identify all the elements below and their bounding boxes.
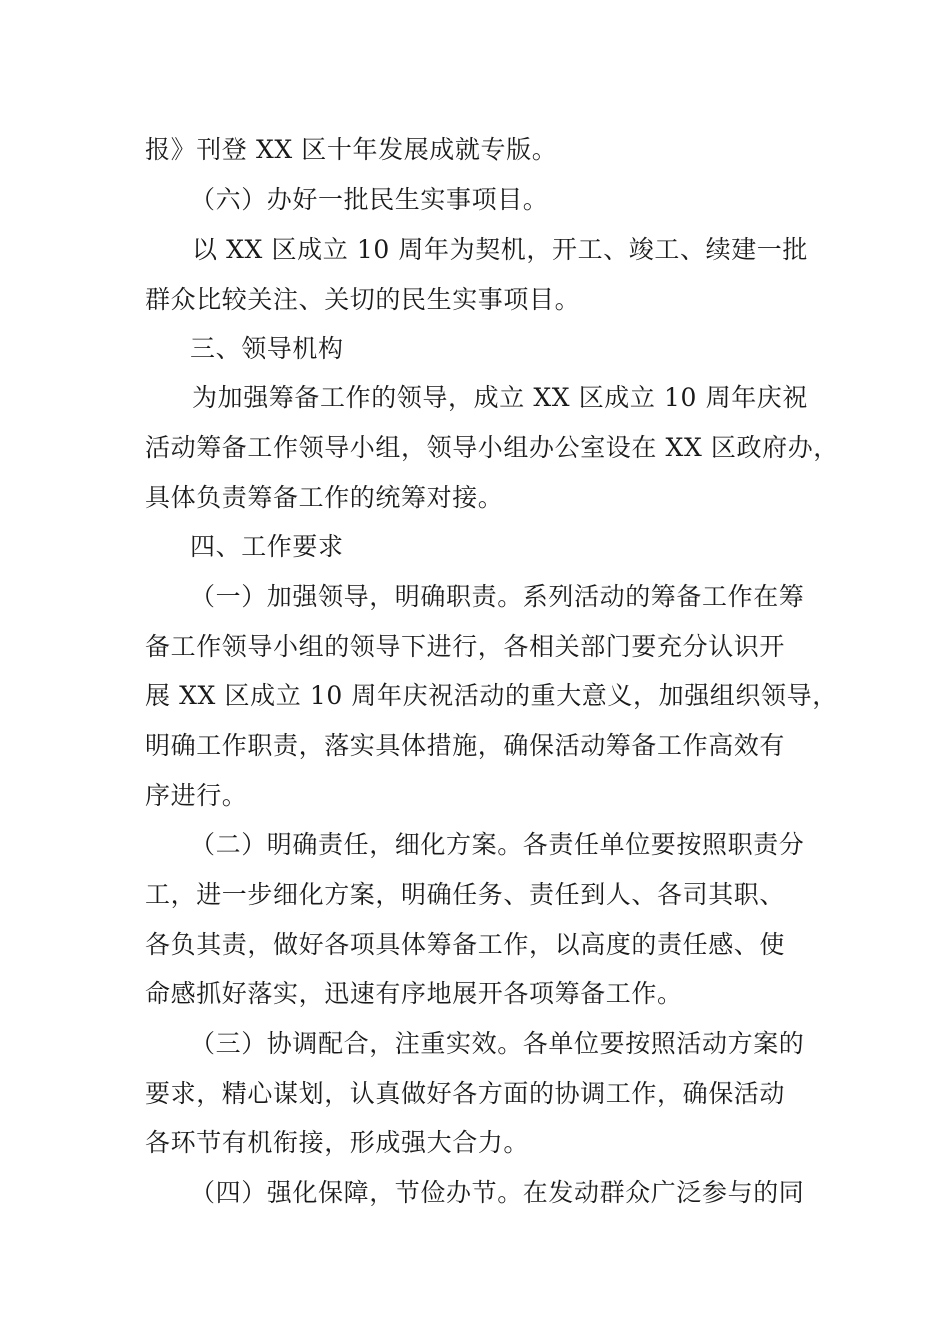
text-line-6: 为加强筹备工作的领导，成立 XX 区成立 10 周年庆祝 <box>192 383 808 412</box>
section-heading-4: 四、工作要求 <box>190 532 344 561</box>
text-line-11: 备工作领导小组的领导下进行，各相关部门要充分认识开 <box>145 632 786 661</box>
text-line-21: 各环节有机衔接，形成强大合力。 <box>145 1128 530 1157</box>
text-line-14: 序进行。 <box>145 781 248 810</box>
text-line-3: 以 XX 区成立 10 周年为契机，开工、竣工、续建一批 <box>192 235 808 264</box>
text-line-12: 展 XX 区成立 10 周年庆祝活动的重大意义，加强组织领导， <box>145 681 838 710</box>
text-line-20: 要求，精心谋划，认真做好各方面的协调工作，确保活动 <box>145 1079 786 1108</box>
text-line-7: 活动筹备工作领导小组，领导小组办公室设在 XX 区政府办， <box>145 433 839 462</box>
text-line-16: 工，进一步细化方案，明确任务、责任到人、各司其职、 <box>145 880 786 909</box>
section-heading-3: 三、领导机构 <box>190 334 344 363</box>
text-line-4: 群众比较关注、关切的民生实事项目。 <box>145 285 581 314</box>
subheading-6: （六）办好一批民生实事项目。 <box>190 185 549 214</box>
text-line-22: （四）强化保障，节俭办节。在发动群众广泛参与的同 <box>190 1178 805 1207</box>
text-line-17: 各负其责，做好各项具体筹备工作，以高度的责任感、使 <box>145 930 786 959</box>
text-line-1: 报》刊登 XX 区十年发展成就专版。 <box>145 135 558 164</box>
text-line-10: （一）加强领导，明确职责。系列活动的筹备工作在筹 <box>190 582 805 611</box>
text-line-8: 具体负责筹备工作的统筹对接。 <box>145 483 504 512</box>
text-line-15: （二）明确责任，细化方案。各责任单位要按照职责分 <box>190 830 805 859</box>
text-line-13: 明确工作职责，落实具体措施，确保活动筹备工作高效有 <box>145 731 786 760</box>
text-line-19: （三）协调配合，注重实效。各单位要按照活动方案的 <box>190 1029 805 1058</box>
text-line-18: 命感抓好落实，迅速有序地展开各项筹备工作。 <box>145 979 683 1008</box>
